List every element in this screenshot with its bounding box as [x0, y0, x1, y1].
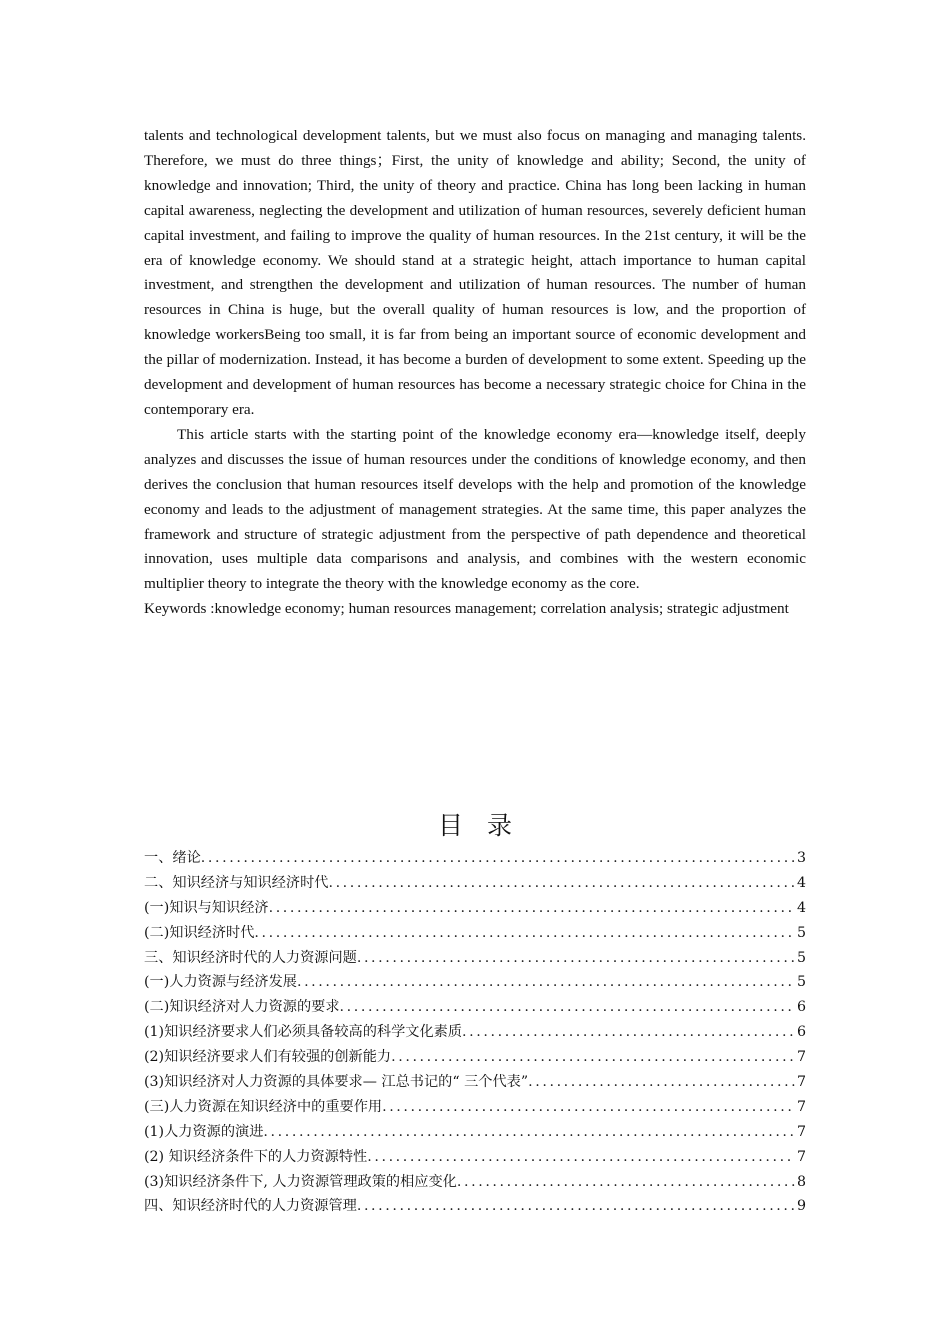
- toc-leader-dots: [340, 995, 795, 1020]
- toc-leader-dots: [269, 896, 795, 921]
- toc-leader-dots: [382, 1095, 795, 1120]
- table-of-contents: [144, 846, 806, 1219]
- toc-entry[interactable]: [144, 921, 806, 946]
- toc-entry[interactable]: [144, 1045, 806, 1070]
- toc-leader-dots: [457, 1170, 795, 1195]
- toc-entry[interactable]: [144, 846, 806, 871]
- toc-entry-label: (1)知识经济要求人们必须具备较高的科学文化素质: [144, 1024, 463, 1041]
- toc-entry-label: 一、绪论: [144, 850, 201, 866]
- toc-leader-dots: [357, 1194, 795, 1219]
- toc-entry-page: 7: [796, 1074, 806, 1091]
- toc-entry-page: 5: [796, 949, 806, 966]
- toc-leader-dots: [263, 1120, 795, 1145]
- document-page: [144, 124, 806, 1215]
- toc-entry-page: 3: [796, 850, 806, 866]
- toc-entry-label: (3)知识经济条件下, 人力资源管理政策的相应变化: [144, 1173, 457, 1190]
- toc-entry[interactable]: [144, 896, 806, 921]
- toc-entry[interactable]: [144, 1095, 806, 1120]
- toc-entry-label: (2) 知识经济条件下的人力资源特性: [144, 1148, 368, 1165]
- keywords: Keywords :knowledge economy; human resources management; correlation analysis; strategic adjustment: [144, 600, 789, 618]
- abstract-paragraph-2: This article starts with the starting point of the knowledge economy era—knowledge itself, deeply analyzes and discusses the issue of human resources under the conditions of knowledge economy, and then derives the conclusion that human resources itself develops with the help and promotion of the knowledge economy and leads to the adjustment of management strategies. At the same time, this paper analyzes the framework and structure of strategic adjustment from the perspective of path dependence and theoretical innovation, uses multiple data comparisons and analysis, and combines with the western economic multiplier theory to integrate the theory with the knowledge economy as the core.: [144, 425, 806, 593]
- toc-leader-dots: [201, 846, 795, 871]
- toc-entry-label: 二、知识经济与知识经济时代: [144, 874, 329, 891]
- toc-leader-dots: [357, 946, 795, 971]
- toc-entry[interactable]: [144, 871, 806, 896]
- toc-entry-label: 三、知识经济时代的人力资源问题: [144, 949, 357, 966]
- toc-entry[interactable]: [144, 970, 806, 995]
- toc-entry[interactable]: [144, 1120, 806, 1145]
- toc-entry-label: (一)知识与知识经济: [144, 899, 269, 916]
- toc-entry-page: 5: [796, 974, 806, 991]
- toc-entry-page: 8: [796, 1173, 806, 1190]
- toc-entry-label: (三)人力资源在知识经济中的重要作用: [144, 1098, 383, 1115]
- toc-entry[interactable]: [144, 1145, 806, 1170]
- abstract-paragraph-1: talents and technological development talents, but we must also focus on managing and managing talents. Therefore, we must do three things；First, the unity of knowledge and ability; Second, the unity of knowledge and innovation; Third, the unity of theory and practice. China has long been lacking in human capital awareness, neglecting the development and utilization of human resources, severely deficient human capital investment, and failing to improve the quality of human resources. In the 21st century, it will be the era of knowledge economy. We should stand at a strategic height, attach importance to human capital investment, and strengthen the development and utilization of human resources. The number of human resources in China is huge, but the overall quality of human resources is low, and the proportion of knowledge workersBeing too small, it is far from being an important source of economic development and the pillar of modernization. Instead, it has become a burden of development to some extent. Speeding up the development and development of human resources has become a necessary strategic choice for China in the contemporary era.: [144, 127, 806, 418]
- toc-entry[interactable]: [144, 1020, 806, 1045]
- toc-entry-label: 四、知识经济时代的人力资源管理: [144, 1198, 357, 1215]
- toc-entry[interactable]: [144, 1170, 806, 1195]
- toc-entry-label: (二)知识经济时代: [144, 924, 255, 941]
- toc-entry-label: (1)人力资源的演进: [144, 1123, 264, 1140]
- toc-leader-dots: [462, 1020, 795, 1045]
- toc-entry[interactable]: [144, 1070, 806, 1095]
- toc-entry[interactable]: [144, 1194, 806, 1219]
- toc-entry-page: 4: [796, 874, 806, 891]
- toc-entry[interactable]: [144, 946, 806, 971]
- toc-leader-dots: [254, 921, 795, 946]
- toc-entry-page: 6: [796, 999, 806, 1016]
- toc-title: 目录: [437, 811, 536, 840]
- toc-entry-page: 7: [796, 1148, 806, 1165]
- toc-entry-page: 7: [796, 1098, 806, 1115]
- toc-leader-dots: [297, 970, 795, 995]
- toc-entry-label: (二)知识经济对人力资源的要求: [144, 999, 340, 1016]
- toc-entry-label: (2)知识经济要求人们有较强的创新能力: [144, 1049, 392, 1066]
- toc-leader-dots: [328, 871, 795, 896]
- toc-entry-label: (3)知识经济对人力资源的具体要求— 江总书记的“ 三个代表”: [144, 1074, 529, 1091]
- toc-leader-dots: [528, 1070, 795, 1095]
- toc-entry-page: 4: [796, 899, 806, 916]
- toc-leader-dots: [367, 1145, 795, 1170]
- toc-entry-page: 7: [796, 1123, 806, 1140]
- toc-entry-page: 5: [796, 924, 806, 941]
- toc-leader-dots: [391, 1045, 795, 1070]
- toc-entry-page: 7: [796, 1049, 806, 1066]
- toc-entry-page: 6: [796, 1024, 806, 1041]
- toc-entry-label: (一)人力资源与经济发展: [144, 974, 297, 991]
- toc-entry[interactable]: [144, 995, 806, 1020]
- toc-entry-page: 9: [796, 1198, 806, 1215]
